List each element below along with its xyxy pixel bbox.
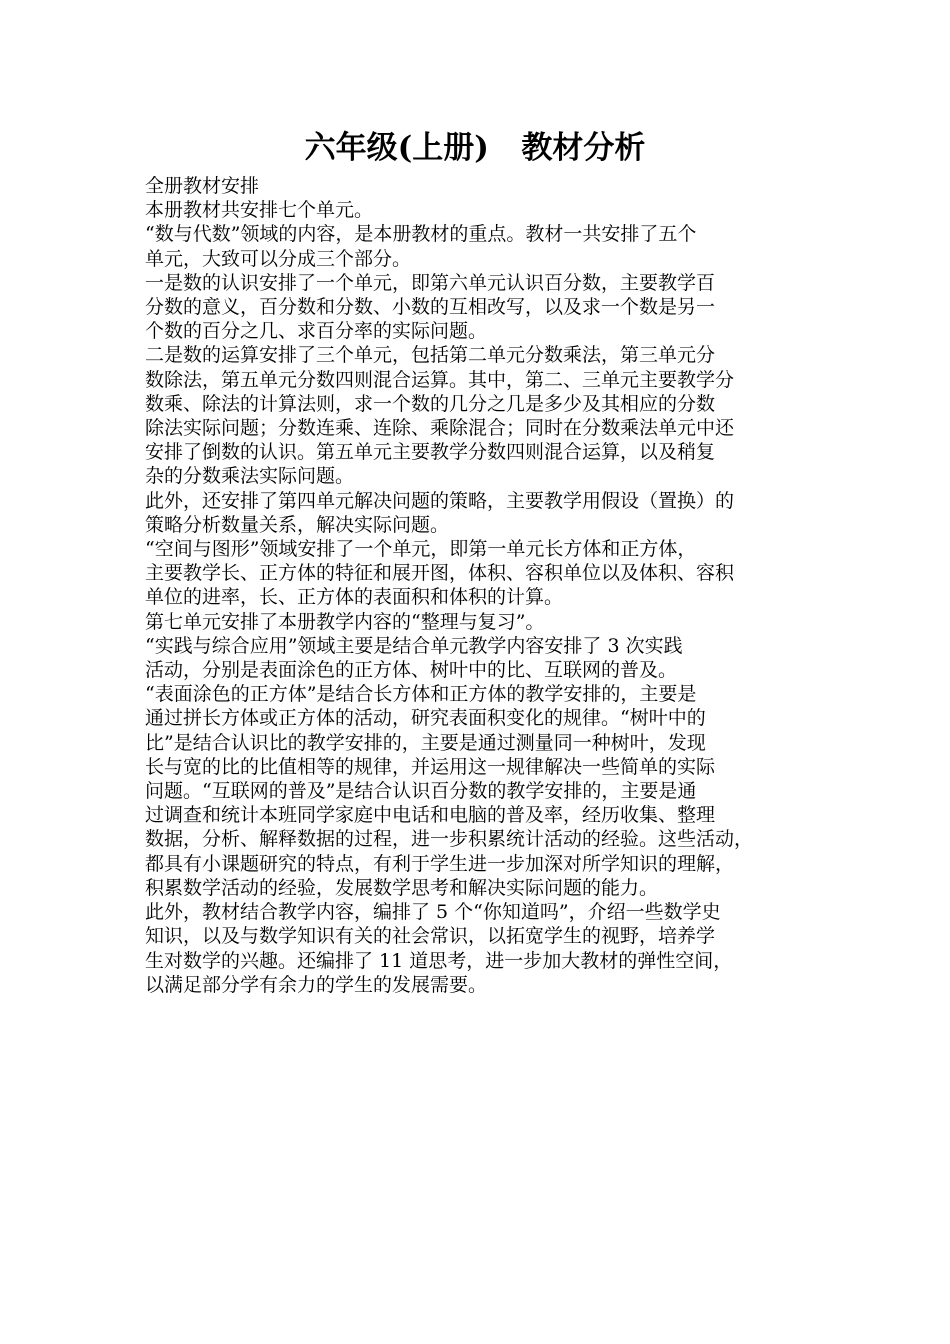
text-line: “表面涂色的正方体”是结合长方体和正方体的教学安排的，主要是	[145, 683, 697, 706]
text-line: 比”是结合认识比的教学安排的，主要是通过测量同一种树叶，发现	[145, 731, 706, 754]
text-line: 二是数的运算安排了三个单元，包括第二单元分数乘法，第三单元分	[145, 344, 716, 367]
text-line: 分数的意义，百分数和分数、小数的互相改写，以及求一个数是另一	[145, 296, 716, 319]
text-line: 问题。“互联网的普及”是结合认识百分数的教学安排的，主要是通	[145, 780, 697, 803]
text-line: 第七单元安排了本册教学内容的“整理与复习”。	[145, 610, 545, 633]
text-line: 安排了倒数的认识。第五单元主要教学分数四则混合运算，以及稍复	[145, 441, 716, 464]
text-line: 数乘、除法的计算法则，求一个数的几分之几是多少及其相应的分数	[145, 392, 716, 415]
text-line: 全册教材安排	[145, 175, 260, 197]
document-body	[145, 174, 811, 997]
text-line: 都具有小课题研究的特点，有利于学生进一步加深对所学知识的理解，	[145, 852, 735, 875]
text-line: “实践与综合应用”领域主要是结合单元教学内容安排了 3 次实践	[145, 634, 683, 657]
text-line: 主要教学长、正方体的特征和展开图，体积、容积单位以及体积、容积	[145, 562, 735, 585]
text-line: 过调查和统计本班同学家庭中电话和电脑的普及率，经历收集、整理	[145, 804, 716, 827]
text-line: 单元，大致可以分成三个部分。	[145, 247, 412, 270]
document-title: 六年级(上册) 教材分析	[304, 130, 646, 166]
text-line: 知识，以及与数学知识有关的社会常识，以拓宽学生的视野，培养学	[145, 925, 716, 948]
text-line: 本册教材共安排七个单元。	[145, 199, 374, 222]
text-line: 个数的百分之几、求百分率的实际问题。	[145, 320, 488, 343]
text-line: 生对数学的兴趣。还编排了 11 道思考，进一步加大教材的弹性空间，	[145, 949, 733, 972]
text-line: 数据，分析、解释数据的过程，进一步积累统计活动的经验。这些活动，	[145, 828, 754, 851]
text-line: “空间与图形”领域安排了一个单元，即第一单元长方体和正方体，	[145, 538, 697, 561]
text-line: 以满足部分学有余力的学生的发展需要。	[145, 973, 488, 996]
text-line: 此外，教材结合教学内容，编排了 5 个“你知道吗”，介绍一些数学史	[145, 901, 721, 924]
text-line: 通过拼长方体或正方体的活动，研究表面积变化的规律。“树叶中的	[145, 707, 706, 730]
text-line: 一是数的认识安排了一个单元，即第六单元认识百分数，主要教学百	[145, 271, 716, 294]
text-line: 除法实际问题；分数连乘、连除、乘除混合；同时在分数乘法单元中还	[145, 417, 735, 440]
text-line: “数与代数”领域的内容，是本册教材的重点。教材一共安排了五个	[145, 223, 697, 246]
text-line: 杂的分数乘法实际问题。	[145, 465, 355, 488]
text-line: 策略分析数量关系，解决实际问题。	[145, 513, 450, 536]
text-line: 数除法，第五单元分数四则混合运算。其中，第二、三单元主要教学分	[145, 368, 735, 391]
text-line: 长与宽的比的比值相等的规律，并运用这一规律解决一些简单的实际	[145, 755, 716, 778]
text-line: 活动，分别是表面涂色的正方体、树叶中的比、互联网的普及。	[145, 659, 678, 682]
text-line: 此外，还安排了第四单元解决问题的策略，主要教学用假设（置换）的	[145, 489, 735, 512]
text-line: 单位的进率，长、正方体的表面积和体积的计算。	[145, 586, 564, 609]
text-line: 积累数学活动的经验，发展数学思考和解决实际问题的能力。	[145, 876, 659, 899]
